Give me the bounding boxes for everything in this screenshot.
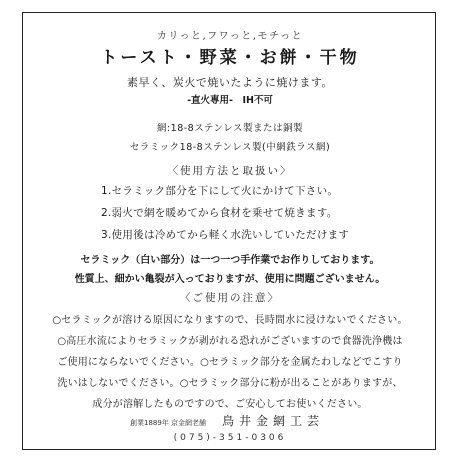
caution-line: 成分が溶解したものですので、ご安心してお使いください。 bbox=[92, 399, 368, 410]
caution-line: ○セラミックが溶ける原因になりますので、長時間水に浸けないでください。 bbox=[52, 315, 408, 326]
caution-line: 洗いはしないでください。○セラミック部分に粉が出ることがありますが、 bbox=[57, 378, 403, 389]
phone-number: (075)-351-0306 bbox=[173, 433, 287, 443]
company-name: 鳥井金網工芸 bbox=[222, 414, 325, 428]
usage-heading: 〈使用方法と取扱い〉 bbox=[167, 165, 293, 177]
founding-note: 創業1889年 京金網老舗 bbox=[130, 419, 207, 427]
usage-step: 3.使用後は冷めてから軽く水洗いしていただけます bbox=[101, 229, 350, 241]
tagline: カリっと,フワっと,モチっと bbox=[156, 31, 304, 42]
product-title: トースト・野菜・お餅・干物 bbox=[100, 48, 360, 68]
crack-note: 性質上、細かい亀裂が入っておりますが、使用に問題ございません。 bbox=[74, 274, 386, 285]
caution-heading: 〈ご使用の注意〉 bbox=[180, 292, 280, 304]
caution-line: ご使用にならないでください。○セラミック部分を金属たわしなどでこすり bbox=[57, 357, 403, 368]
intro-text: 素早く、炭火で焼いたように焼けます。 bbox=[127, 76, 333, 89]
spec-mesh: 網:18-8ステンレス製または銅製 bbox=[156, 123, 304, 134]
fire-only-note: -直火専用- IH不可 bbox=[187, 95, 273, 106]
usage-step: 2.弱火で網を暖めてから食材を乗せて焼きます。 bbox=[101, 207, 338, 219]
handmade-note: セラミック（白い部分）は一つ一つ手作業でお作りしております。 bbox=[80, 255, 380, 266]
caution-line: ○高圧水流によりセラミックが剥がれる恐れがございますので食器洗浄機は bbox=[57, 336, 403, 347]
usage-step: 1.セラミック部分を下にして火にかけて下さい。 bbox=[101, 185, 339, 197]
spec-ceramic: セラミック18-8ステンレス製(中網鉄ラス網) bbox=[129, 142, 331, 153]
